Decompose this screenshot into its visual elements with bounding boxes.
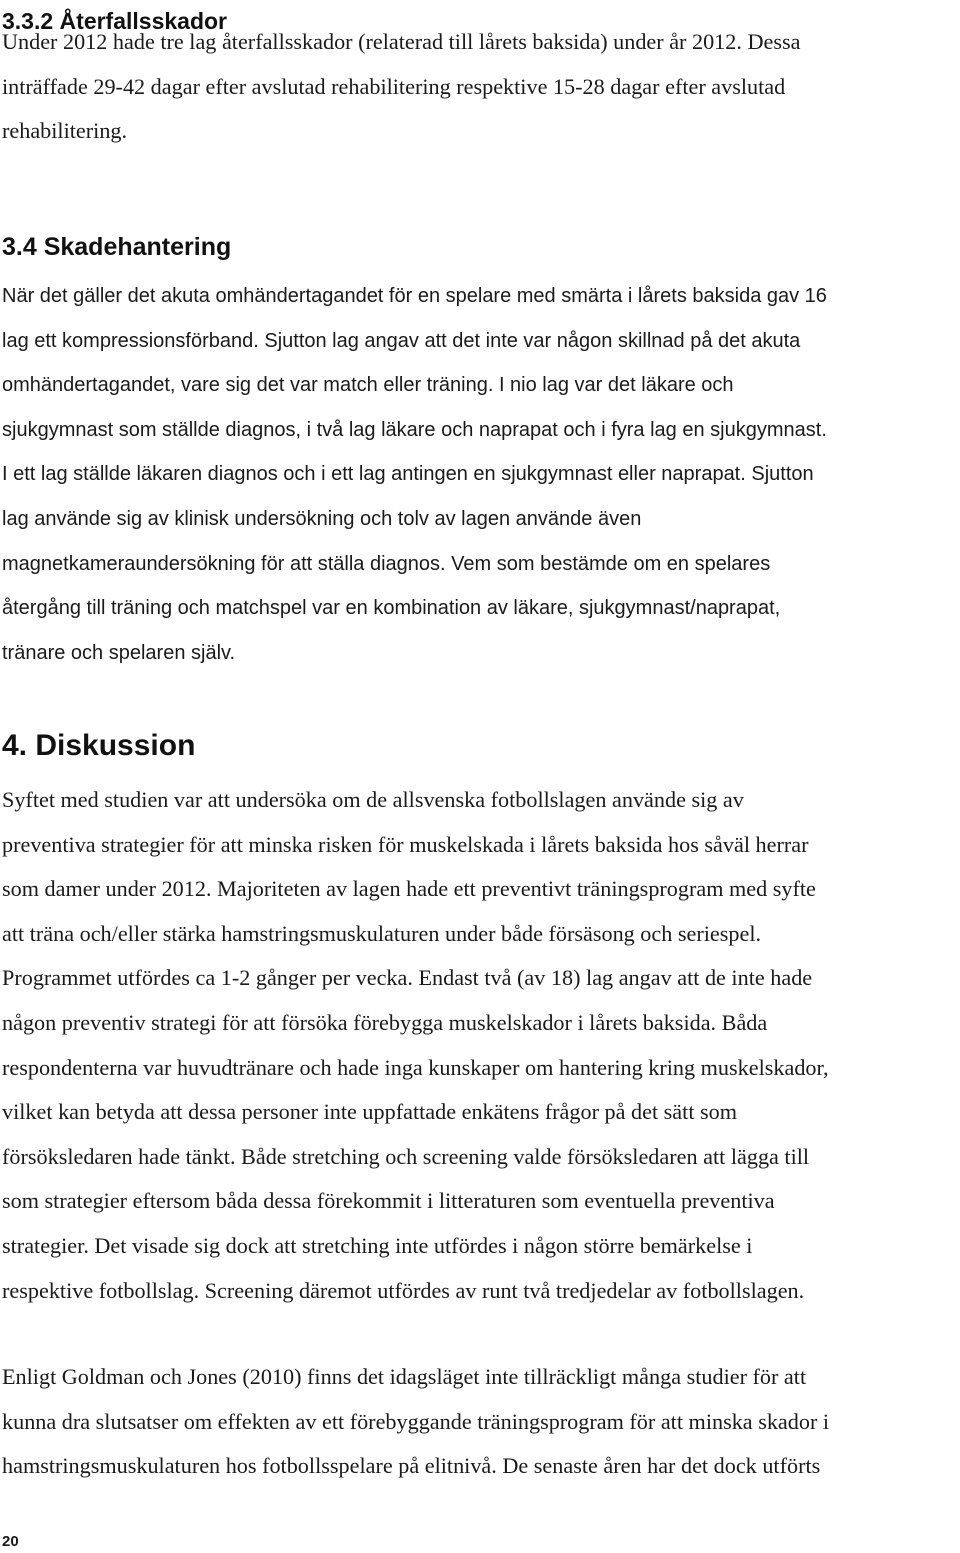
text-line: Syftet med studien var att undersöka om de allsvenska fotbollslagen använde sig av xyxy=(2,787,744,812)
paragraph-diskussion-2 xyxy=(2,1355,956,1489)
text-line: omhändertagandet, vare sig det var match eller träning. I nio lag var det läkare och xyxy=(2,374,734,397)
text-line: lag ett kompressionsförband. Sjutton lag angav att det inte var någon skillnad på det akuta xyxy=(2,329,801,352)
text-line: någon preventiv strategi för att försöka förebygga muskelskador i lårets baksida. Båda xyxy=(2,1009,768,1035)
text-line: kunna dra slutsatser om effekten av ett förebyggande träningsprogram för att minska skador i xyxy=(2,1408,830,1434)
paragraph-3-3-2 xyxy=(2,20,956,154)
section-heading-3-3-2: 3.3.2 Återfallsskador xyxy=(2,8,228,34)
text-line: sjukgymnast som ställde diagnos, i två lag läkare och naprapat och i fyra lag en sjukgymnast. xyxy=(2,418,827,441)
text-line: preventiva strategier för att minska risken för muskelskada i lårets baksida hos såväl herrar xyxy=(2,831,809,857)
text-line: strategier. Det visade sig dock att stretching inte utfördes i någon större bemärkelse i xyxy=(2,1232,753,1258)
text-line: som strategier eftersom båda dessa förekommit i litteraturen som eventuella preventiva xyxy=(2,1188,775,1214)
text-line: vilket kan betyda att dessa personer inte uppfattade enkätens frågor på det sätt som xyxy=(2,1099,738,1125)
text-line: respondenterna var huvudtränare och hade inga kunskaper om hantering kring muskelskador, xyxy=(2,1054,829,1080)
text-line: inträffade 29-42 dagar efter avslutad rehabilitering respektive 15-28 dagar efter avslutad xyxy=(2,73,786,99)
text-line: tränare och spelaren själv. xyxy=(2,641,236,664)
text-line: Enligt Goldman och Jones (2010) finns det idagsläget inte tillräckligt många studier för att xyxy=(2,1364,807,1389)
text-line: Programmet utfördes ca 1-2 gånger per vecka. Endast två (av 18) lag angav att de inte hade xyxy=(2,965,813,991)
text-line: hamstringsmuskulaturen hos fotbollsspelare på elitnivå. De senaste åren har det dock utförts xyxy=(2,1453,821,1479)
paragraph-3-4 xyxy=(2,274,956,675)
text-line: När det gäller det akuta omhändertagandet för en spelare med smärta i lårets baksida gav 16 xyxy=(2,285,827,307)
text-line: som damer under 2012. Majoriteten av lagen hade ett preventivt träningsprogram med syfte xyxy=(2,876,816,902)
text-line: återgång till träning och matchspel var en kombination av läkare, sjukgymnast/naprapat, xyxy=(2,597,781,620)
page-number: 20 xyxy=(2,1533,19,1550)
text-line: att träna och/eller stärka hamstringsmuskulaturen under både försäsong och seriespel. xyxy=(2,920,762,946)
text-line: respektive fotbollslag. Screening däremot utfördes av runt två tredjedelar av fotbollslagen. xyxy=(2,1277,805,1303)
paragraph-diskussion-1 xyxy=(2,778,956,1313)
text-line: magnetkameraundersökning för att ställa diagnos. Vem som bestämde om en spelares xyxy=(2,552,771,575)
text-line: lag använde sig av klinisk undersökning och tolv av lagen använde även xyxy=(2,507,642,530)
text-line: I ett lag ställde läkaren diagnos och i ett lag antingen en sjukgymnast eller naprapat. Sjutton xyxy=(2,463,814,486)
text-line: rehabilitering. xyxy=(2,118,128,144)
section-heading-4-diskussion: 4. Diskussion xyxy=(2,729,196,762)
text-line: försöksledaren hade tänkt. Både stretching och screening valde försöksledaren att lägga till xyxy=(2,1143,810,1169)
text-line: Under 2012 hade tre lag återfallsskador (relaterad till lårets baksida) under år 2012. Dessa xyxy=(2,29,801,54)
section-heading-3-4: 3.4 Skadehantering xyxy=(2,233,232,261)
